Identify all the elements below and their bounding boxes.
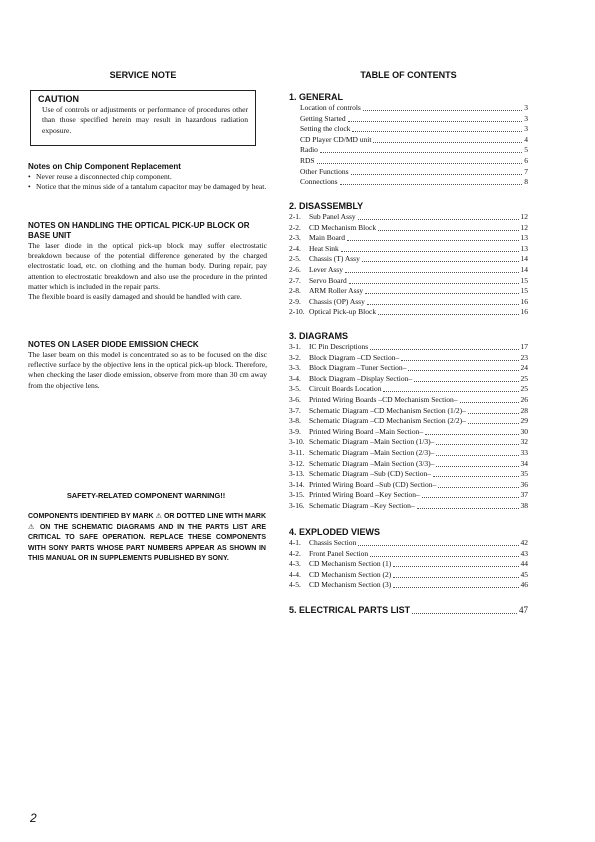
toc-entry[interactable] <box>300 103 528 114</box>
toc-electrical-page: 47 <box>519 605 528 615</box>
toc-entry-page: 4 <box>524 134 528 144</box>
toc-entry-page: 12 <box>520 222 528 232</box>
toc-entry[interactable] <box>300 135 528 146</box>
toc-entry-page: 15 <box>520 286 528 296</box>
toc-entry-label: Chassis (T) Assy <box>309 254 360 264</box>
laser-notes-heading: NOTES ON LASER DIODE EMISSION CHECK <box>28 340 199 349</box>
toc-entry-number: 4-5. <box>289 580 301 590</box>
toc-entry[interactable] <box>289 233 528 244</box>
caution-text: Use of controls or adjustments or performance of procedures other than those specified herein may result in hazardous radiation exposure. <box>42 105 248 135</box>
leader-dots <box>417 508 519 509</box>
toc-entry-label: Schematic Diagram –Main Section (3/3)– <box>309 458 435 468</box>
toc-entry-number: 3-5. <box>289 384 301 394</box>
toc-entry[interactable] <box>289 254 528 265</box>
toc-entry-page: 29 <box>520 416 528 426</box>
leader-dots <box>414 381 518 382</box>
toc-entry-page: 43 <box>520 548 528 558</box>
toc-section-list <box>289 212 528 318</box>
toc-entry-label: Radio <box>300 145 318 155</box>
toc-entry-number: 3-12. <box>289 458 305 468</box>
leader-dots <box>317 163 523 164</box>
toc-entry-number: 4-3. <box>289 559 301 569</box>
toc-entry[interactable] <box>289 212 528 223</box>
toc-section-electrical[interactable] <box>289 605 528 616</box>
toc-entry-label: Location of controls <box>300 103 361 112</box>
toc-entry[interactable] <box>289 307 528 318</box>
leader-dots <box>393 577 518 578</box>
toc-entry-page: 37 <box>520 490 528 500</box>
toc-entry-label: Setting the clock <box>300 124 351 134</box>
safety-warning-title: SAFETY-RELATED COMPONENT WARNING!! <box>66 491 226 500</box>
toc-entry-page: 34 <box>520 458 528 468</box>
leader-dots <box>352 131 522 132</box>
optical-notes-heading: NOTES ON HANDLING THE OPTICAL PICK-UP BLOCK OR BASE UNIT <box>28 221 250 240</box>
toc-entry-number: 3-10. <box>289 437 305 447</box>
toc-entry-number: 2-8. <box>289 286 301 296</box>
chip-note-2-text: Notice that the minus side of a tantalum capacitor may be damaged by heat. <box>36 182 267 192</box>
toc-entry[interactable] <box>300 156 528 167</box>
leader-dots <box>383 391 518 392</box>
toc-entry[interactable] <box>289 437 528 448</box>
safety-warning-text <box>28 511 266 564</box>
toc-entry-number: 3-3. <box>289 363 301 373</box>
toc-entry-page: 45 <box>520 569 528 579</box>
toc-section-heading: 4. EXPLODED VIEWS <box>289 527 381 537</box>
toc-entry-number: 3-9. <box>289 426 301 436</box>
leader-dots <box>460 402 519 403</box>
toc-section-heading: 1. GENERAL <box>289 92 344 102</box>
toc-entry-number: 2-4. <box>289 243 301 253</box>
toc-entry[interactable] <box>289 469 528 480</box>
toc-entry[interactable] <box>289 580 528 591</box>
toc-entry-label: Printed Wiring Board –Main Section– <box>309 426 424 436</box>
toc-entry[interactable] <box>289 501 528 512</box>
toc-entry-number: 2-10. <box>289 307 305 317</box>
toc-entry-label: CD Mechanism Section (3) <box>309 580 392 590</box>
leader-dots <box>362 261 519 262</box>
toc-section-heading: 2. DISASSEMBLY <box>289 201 364 211</box>
toc-entry-page: 25 <box>520 384 528 394</box>
toc-entry-page: 16 <box>520 296 528 306</box>
toc-entry-number: 4-2. <box>289 548 301 558</box>
toc-entry-number: 3-15. <box>289 490 305 500</box>
toc-entry-page: 44 <box>520 559 528 569</box>
toc-entry-label: Schematic Diagram –CD Mechanism Section (1/2)– <box>309 405 466 415</box>
toc-entry-number: 3-4. <box>289 373 301 383</box>
toc-entry[interactable] <box>300 124 528 135</box>
leader-dots <box>358 219 519 220</box>
toc-entry-label: IC Pin Descriptions <box>309 342 369 351</box>
bullet-icon: • <box>28 172 31 181</box>
toc-entry-label: Block Diagram –CD Section– <box>309 352 400 362</box>
toc-entry[interactable] <box>300 114 528 125</box>
toc-entry-label: Schematic Diagram –Main Section (1/3)– <box>309 437 435 447</box>
toc-entry-page: 5 <box>524 145 528 155</box>
leader-dots <box>370 349 518 350</box>
toc-entry[interactable] <box>289 353 528 364</box>
toc-entry-page: 32 <box>520 437 528 447</box>
leader-dots <box>358 545 518 546</box>
chip-note-1-text: Never reuse a disconnected chip component. <box>36 172 172 181</box>
toc-entry-label: Connections <box>300 177 338 187</box>
leader-dots <box>408 370 518 371</box>
toc-entry-number: 4-1. <box>289 538 301 547</box>
toc-entry-page: 8 <box>524 177 528 187</box>
toc-entry[interactable] <box>289 559 528 570</box>
toc-entry[interactable] <box>289 363 528 374</box>
toc-entry-page: 38 <box>520 500 528 510</box>
safety-text-a: COMPONENTS IDENTIFIED BY MARK <box>28 513 154 520</box>
toc-entry[interactable] <box>300 145 528 156</box>
toc-entry[interactable] <box>289 480 528 491</box>
toc-entry-number: 3-1. <box>289 342 301 351</box>
toc-entry-page: 26 <box>520 394 528 404</box>
toc-entry[interactable] <box>289 374 528 385</box>
leader-dots <box>341 251 519 252</box>
leader-dots <box>363 110 522 111</box>
toc-entry[interactable] <box>289 244 528 255</box>
toc-entry[interactable] <box>289 549 528 560</box>
leader-dots <box>436 466 518 467</box>
toc-entry-page: 16 <box>520 307 528 317</box>
optical-notes-para-2: The flexible board is easily damaged and should be handled with care. <box>28 292 242 302</box>
safety-text-c: ON THE SCHEMATIC DIAGRAMS AND IN THE PARTS LIST ARE CRITICAL TO SAFE OPERATION. REPLACE THESE COMPONENTS WITH SONY PARTS WHOSE PART NUMBERS APPEAR AS SHOWN IN THIS MANUAL OR IN SUPPLEMENTS PUBLISHED BY SONY. <box>28 524 266 562</box>
caution-title: CAUTION <box>38 94 79 104</box>
leader-dots <box>378 230 518 231</box>
toc-entry[interactable] <box>300 167 528 178</box>
toc-entry-number: 4-4. <box>289 569 301 579</box>
leader-dots <box>378 314 518 315</box>
toc-entry-label: Schematic Diagram –Main Section (2/3)– <box>309 447 435 457</box>
toc-entry-number: 3-11. <box>289 447 305 457</box>
leader-dots <box>468 423 519 424</box>
toc-entry-number: 2-1. <box>289 212 301 221</box>
toc-entry-number: 3-7. <box>289 405 301 415</box>
toc-entry-label: Front Panel Section <box>309 548 369 558</box>
leader-dots <box>348 121 523 122</box>
toc-entry-label: Sub Panel Assy <box>309 212 356 221</box>
toc-entry-label: Printed Wiring Boards –CD Mechanism Section– <box>309 394 458 404</box>
leader-dots <box>367 304 519 305</box>
toc-entry-page: 35 <box>520 469 528 479</box>
toc-section-list <box>289 538 528 591</box>
toc-entry[interactable] <box>289 416 528 427</box>
toc-entry-page: 3 <box>524 124 528 134</box>
laser-notes <box>28 340 267 391</box>
toc-entry-label: Main Board <box>309 233 346 243</box>
warning-triangle-icon: ⚠ <box>28 523 37 532</box>
toc-entry-label: Other Functions <box>300 166 349 176</box>
leader-dots <box>438 487 518 488</box>
leader-dots <box>393 566 518 567</box>
toc-entry-page: 7 <box>524 166 528 176</box>
toc-entry[interactable] <box>289 448 528 459</box>
toc-entry-label: Optical Pick-up Block <box>309 307 377 317</box>
toc-entry-number: 2-6. <box>289 264 301 274</box>
toc-entry-label: Chassis (OP) Assy <box>309 296 365 306</box>
toc-entry-page: 13 <box>520 233 528 243</box>
leader-dots <box>365 293 518 294</box>
caution-box <box>30 90 256 146</box>
toc-entry[interactable] <box>289 427 528 438</box>
toc-entry-number: 3-13. <box>289 469 305 479</box>
toc-entry-label: Chassis Section <box>309 538 357 547</box>
toc-entry-number: 3-2. <box>289 352 301 362</box>
toc-entry-label: Lever Assy <box>309 264 343 274</box>
toc-entry-label: Circuit Boards Location <box>309 384 382 394</box>
toc-entry-page: 46 <box>520 580 528 590</box>
toc-entry-page: 3 <box>524 113 528 123</box>
toc-entry[interactable] <box>289 490 528 501</box>
toc-entry-label: RDS <box>300 155 315 165</box>
toc-entry[interactable] <box>289 265 528 276</box>
toc-entry-label: CD Mechanism Block <box>309 222 377 232</box>
toc-entry[interactable] <box>289 395 528 406</box>
toc-entry-label: Printed Wiring Board –Key Section– <box>309 490 420 500</box>
toc-entry-page: 33 <box>520 447 528 457</box>
toc-entry-page: 23 <box>520 352 528 362</box>
toc-entry[interactable] <box>289 297 528 308</box>
toc-section-list <box>300 103 528 188</box>
leader-dots <box>436 444 518 445</box>
toc-entry-label: Servo Board <box>309 275 347 285</box>
optical-notes-para-1: The laser diode in the optical pick-up block may suffer electrostatic breakdown because of the potential difference generated by the charged electrostatic load, etc. on clothing and the human body. During repair, pay attention to electrostatic breakdown and also use the procedure in the printed matter which is included in the repair parts. <box>28 241 267 291</box>
toc-section-heading: 3. DIAGRAMS <box>289 331 349 341</box>
toc-entry-page: 12 <box>520 212 528 221</box>
toc-entry-page: 30 <box>520 426 528 436</box>
toc-entry[interactable] <box>289 459 528 470</box>
toc-entry-number: 2-9. <box>289 296 301 306</box>
toc-entry-page: 15 <box>520 275 528 285</box>
leader-dots <box>425 434 518 435</box>
toc-entry-label: Getting Started <box>300 113 346 123</box>
toc-entry-page: 24 <box>520 363 528 373</box>
toc-entry-label: ARM Roller Assy <box>309 286 364 296</box>
toc-entry-label: Schematic Diagram –Key Section– <box>309 500 415 510</box>
toc-entry-number: 2-2. <box>289 222 301 232</box>
toc-entry-number: 3-6. <box>289 394 301 404</box>
leader-dots <box>347 240 518 241</box>
toc-entry-page: 13 <box>520 243 528 253</box>
toc-entry-label: Block Diagram –Tuner Section– <box>309 363 407 373</box>
toc-entry[interactable] <box>289 570 528 581</box>
optical-notes <box>28 221 267 302</box>
toc-entry[interactable] <box>300 177 528 188</box>
toc-entry[interactable] <box>289 342 528 353</box>
leader-dots <box>373 142 522 143</box>
toc-entry[interactable] <box>289 276 528 287</box>
toc-entry-page: 36 <box>520 479 528 489</box>
page-number: 2 <box>30 811 37 825</box>
leader-dots <box>340 184 523 185</box>
leader-dots <box>436 455 518 456</box>
toc-entry-page: 28 <box>520 405 528 415</box>
toc-entry-label: CD Mechanism Section (2) <box>309 569 392 579</box>
chip-notes-heading: Notes on Chip Component Replacement <box>28 162 181 171</box>
leader-dots <box>422 497 519 498</box>
safety-text-b: OR DOTTED LINE WITH MARK <box>163 513 267 520</box>
toc-entry[interactable] <box>289 406 528 417</box>
leader-dots <box>320 152 522 153</box>
toc-entry-number: 2-7. <box>289 275 301 285</box>
chip-note-2 <box>28 182 267 192</box>
toc-entry-label: Block Diagram –Display Section– <box>309 373 413 383</box>
toc-entry-page: 25 <box>520 373 528 383</box>
toc-entry-page: 14 <box>520 254 528 264</box>
chip-note-1 <box>28 172 267 182</box>
bullet-icon: • <box>28 182 31 192</box>
leader-dots <box>345 272 519 273</box>
toc-entry-page: 3 <box>524 103 528 112</box>
leader-dots <box>401 360 518 361</box>
toc-entry-label: Schematic Diagram –CD Mechanism Section (2/2)– <box>309 416 466 426</box>
leader-dots <box>370 556 518 557</box>
toc-entry-number: 3-16. <box>289 500 305 510</box>
leader-dots <box>351 174 523 175</box>
toc-entry-number: 3-8. <box>289 416 301 426</box>
toc-entry[interactable] <box>289 223 528 234</box>
toc-section-list <box>289 342 528 512</box>
toc-entry-label: CD Mechanism Section (1) <box>309 559 392 569</box>
toc-electrical-label: 5. ELECTRICAL PARTS LIST <box>289 605 411 615</box>
toc-entry[interactable] <box>289 286 528 297</box>
toc-entry-label: Heat Sink <box>309 243 339 253</box>
toc-title: TABLE OF CONTENTS <box>360 70 457 80</box>
leader-dots <box>433 476 518 477</box>
toc-entry-page: 6 <box>524 155 528 165</box>
service-note-title: SERVICE NOTE <box>109 70 177 80</box>
laser-notes-text: The laser beam on this model is concentrated so as to be focused on the disc reflective surface by the objective lens in the optical pick-up block. Therefore, when checking the laser diode emission, observe from more than 30 cm away from the objective lens. <box>28 350 267 390</box>
leader-dots <box>393 587 518 588</box>
leader-dots <box>468 413 519 414</box>
toc-entry-page: 42 <box>520 538 528 547</box>
toc-entry[interactable] <box>289 384 528 395</box>
leader-dots <box>412 613 517 614</box>
toc-entry-number: 3-14. <box>289 479 305 489</box>
toc-entry-label: Schematic Diagram –Sub (CD) Section– <box>309 469 432 479</box>
toc-entry-page: 14 <box>520 264 528 274</box>
toc-entry-label: Printed Wiring Board –Sub (CD) Section– <box>309 479 437 489</box>
toc-entry[interactable] <box>289 538 528 549</box>
toc-entry-number: 2-5. <box>289 254 301 264</box>
chip-notes <box>28 162 267 192</box>
toc-entry-page: 17 <box>520 342 528 351</box>
leader-dots <box>349 283 519 284</box>
toc-entry-number: 2-3. <box>289 233 301 243</box>
toc-entry-label: CD Player CD/MD unit <box>300 134 372 144</box>
warning-triangle-icon: ⚠ <box>155 512 162 520</box>
